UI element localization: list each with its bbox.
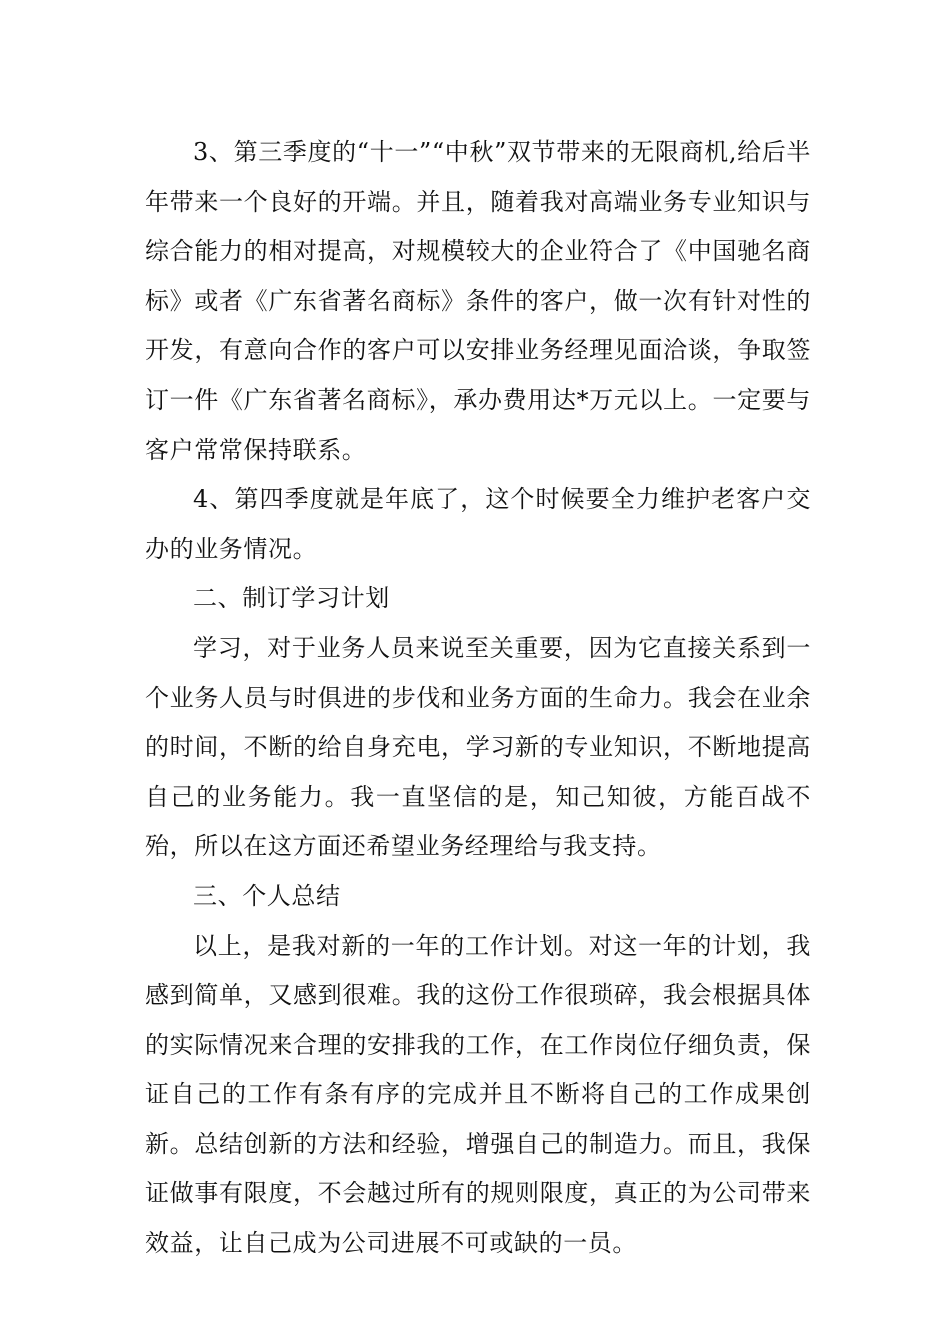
paragraph-q4-plan: 4、第四季度就是年底了，这个时候要全力维护老客户交办的业务情况。: [145, 485, 811, 563]
paragraph-q3-plan: 3、第三季度的“十一”“中秋”双节带来的无限商机,给后半年带来一个良好的开端。并且，随着我对高端业务专业知识与综合能力的相对提高，对规模较大的企业符合了《中国驰名商标》或者《广东省著名商标》条件的客户，做一次有针对性的开发，有意向合作的客户可以安排业务经理见面洽谈，争取签订一件《广东省著名商标》，承办费用达*万元以上。一定要与客户常常保持联系。: [145, 138, 811, 464]
document-body: [145, 128, 811, 1269]
section-heading-study-plan: 二、制订学习计划: [193, 584, 390, 613]
paragraph-study-plan: 学习，对于业务人员来说至关重要，因为它直接关系到一个业务人员与时俱进的步伐和业务方面的生命力。我会在业余的时间，不断的给自身充电，学习新的专业知识，不断地提高自己的业务能力。我一直坚信的是，知己知彼，方能百战不殆，所以在这方面还希望业务经理给与我支持。: [145, 633, 811, 861]
paragraph-personal-summary: 以上，是我对新的一年的工作计划。对这一年的计划，我感到简单，又感到很难。我的这份工作很琐碎，我会根据具体的实际情况来合理的安排我的工作，在工作岗位仔细负责，保证自己的工作有条有序的完成并且不断将自己的工作成果创新。总结创新的方法和经验，增强自己的制造力。而且，我保证做事有限度，不会越过所有的规则限度，真正的为公司带来效益，让自己成为公司进展不可或缺的一员。: [145, 931, 811, 1258]
section-heading-personal-summary: 三、个人总结: [193, 881, 341, 910]
